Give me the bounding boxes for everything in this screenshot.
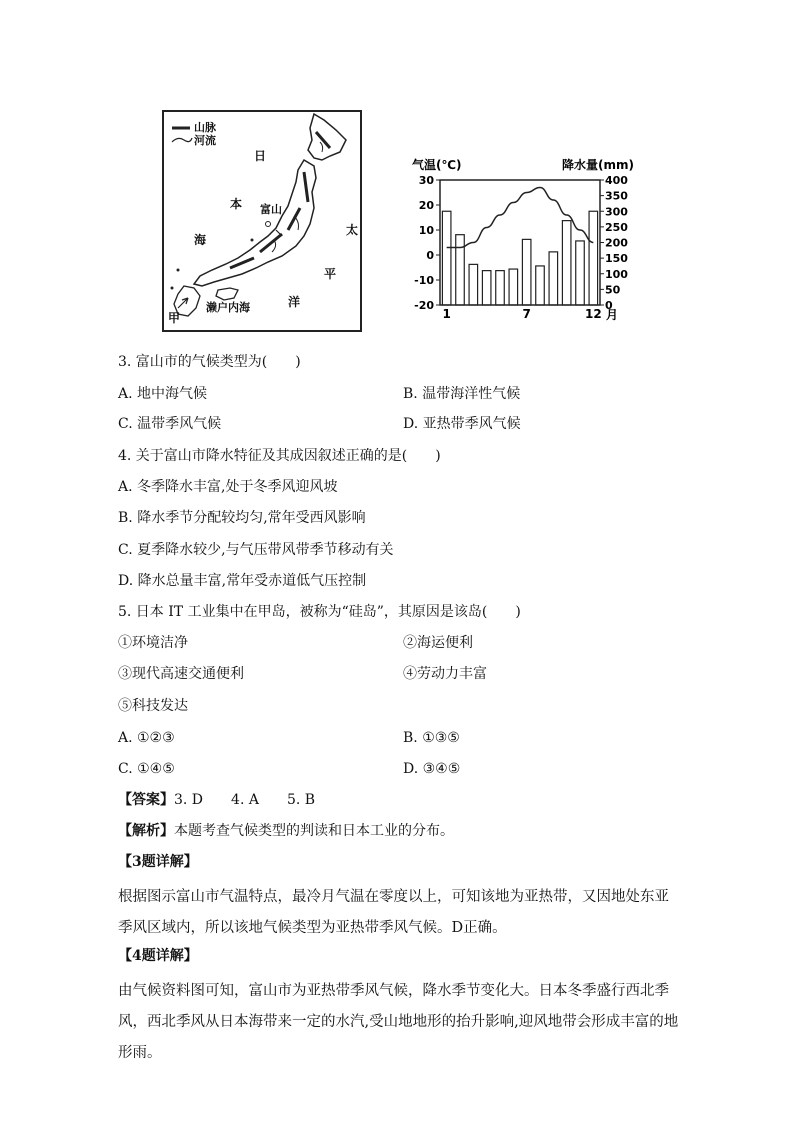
precip-tick-label: 150 xyxy=(605,252,628,266)
legend-mountain: 山脉 xyxy=(194,121,216,134)
precip-tick-label: 400 xyxy=(605,174,628,187)
q3-detail-text: 根据图示富山市气温特点，最冷月气温在零度以上，可知该地为亚热带，又因地处东亚季风区域内，所以该地气候类型为亚热带季风气候。D正确。 xyxy=(118,889,669,936)
precip-tick-label: 0 xyxy=(605,299,613,312)
precip-tick-label: 100 xyxy=(605,267,628,281)
temp-tick-label: -10 xyxy=(414,274,434,287)
temp-tick-label: 10 xyxy=(418,224,434,237)
q3-option-d: D. 亚热带季风气候 xyxy=(403,416,521,432)
precipitation-bar xyxy=(509,269,518,305)
q4-option-c: C. 夏季降水较少,与气压带风带季节移动有关 xyxy=(118,542,394,558)
q3-option-a: A. 地中海气候 xyxy=(118,386,208,402)
analysis-label: 【解析】 xyxy=(118,823,174,839)
q4-option-a: A. 冬季降水丰富,处于冬季风迎风坡 xyxy=(118,479,338,495)
label-yang: 洋 xyxy=(288,295,301,309)
month-tick-label: 12 xyxy=(584,307,602,321)
q5-option-c: C. ①④⑤ xyxy=(118,761,175,777)
label-jia: 甲 xyxy=(168,311,181,325)
q5-option-b: B. ①③⑤ xyxy=(403,730,460,746)
label-inland-sea: 濑户内海 xyxy=(206,301,250,314)
q3-stem: 3. 富山市的气候类型为( ) xyxy=(118,354,301,370)
q3-detail-label: 【3题详解】 xyxy=(118,854,198,870)
climate-chart-svg xyxy=(410,155,640,325)
label-ben: 本 xyxy=(230,197,243,211)
precipitation-bar xyxy=(482,271,491,305)
precipitation-bar xyxy=(442,211,451,305)
legend-river: 河流 xyxy=(194,134,216,147)
q5-statement-2: ②海运便利 xyxy=(403,635,473,651)
q5-option-a: A. ①②③ xyxy=(118,730,175,746)
precipitation-bar xyxy=(522,239,531,305)
month-tick-label: 7 xyxy=(522,307,531,321)
q5-statement-5: ⑤科技发达 xyxy=(118,698,188,714)
precipitation-bar xyxy=(469,264,478,305)
q4-detail-label: 【4题详解】 xyxy=(118,948,198,964)
label-tai: 太 xyxy=(346,223,359,237)
q5-statement-1: ①环境洁净 xyxy=(118,635,188,651)
month-unit: 月 xyxy=(606,308,619,322)
q5-stem: 5. 日本 IT 工业集中在甲岛，被称为“硅岛”，其原因是该岛( ) xyxy=(118,604,521,620)
left-axis-title: 气温(℃) xyxy=(412,158,462,172)
label-fushan: 富山 xyxy=(260,203,282,216)
answer-line xyxy=(118,790,315,810)
label-ri: 日 xyxy=(254,149,267,163)
q5-statement-3: ③现代高速交通便利 xyxy=(118,666,244,682)
precip-tick-label: 300 xyxy=(605,205,628,219)
precipitation-bar xyxy=(549,252,558,305)
month-tick-label: 1 xyxy=(442,307,451,321)
q4-detail-text: 由气候资料图可知，富山市为亚热带季风气候，降水季节变化大。日本冬季盛行西北季风，西北季风从日本海带来一定的水汽,受山地地形的抬升影响,迎风地带会形成丰富的地形雨。 xyxy=(118,983,679,1061)
precipitation-bar xyxy=(536,266,545,305)
answer-text: 3. D 4. A 5. B xyxy=(174,792,316,808)
precipitation-bar xyxy=(576,241,585,305)
label-ping: 平 xyxy=(324,267,337,281)
q5-option-d: D. ③④⑤ xyxy=(403,761,461,777)
q3-option-b: B. 温带海洋性气候 xyxy=(403,386,521,402)
precipitation-bar xyxy=(589,211,598,305)
precipitation-bar xyxy=(496,271,505,305)
q5-statement-4: ④劳动力丰富 xyxy=(403,666,487,682)
q4-option-b: B. 降水季节分配较均匀,常年受西风影响 xyxy=(118,510,366,526)
right-axis-title: 降水量(mm) xyxy=(562,158,634,172)
precipitation-bar xyxy=(456,235,465,305)
analysis-line xyxy=(118,821,454,841)
temp-tick-label: 0 xyxy=(426,249,434,262)
temp-tick-label: 30 xyxy=(418,174,434,187)
hokkaido-outline xyxy=(308,114,346,160)
q4-stem: 4. 关于富山市降水特征及其成因叙述正确的是( ) xyxy=(118,448,441,464)
precipitation-bar xyxy=(562,221,571,305)
precip-tick-label: 50 xyxy=(605,283,621,297)
label-hai: 海 xyxy=(194,233,207,247)
answer-label: 【答案】 xyxy=(118,792,174,808)
precip-tick-label: 250 xyxy=(605,220,628,234)
japan-map xyxy=(162,110,362,332)
climate-chart xyxy=(410,155,640,325)
q4-option-d: D. 降水总量丰富,常年受赤道低气压控制 xyxy=(118,573,367,589)
temp-tick-label: 20 xyxy=(418,199,434,212)
q3-option-c: C. 温带季风气候 xyxy=(118,416,222,432)
shikoku-outline xyxy=(216,288,238,300)
precip-tick-label: 350 xyxy=(605,189,628,203)
precip-tick-label: 200 xyxy=(605,236,628,250)
analysis-text: 本题考查气候类型的判读和日本工业的分布。 xyxy=(174,823,454,839)
temp-tick-label: -20 xyxy=(414,299,434,312)
